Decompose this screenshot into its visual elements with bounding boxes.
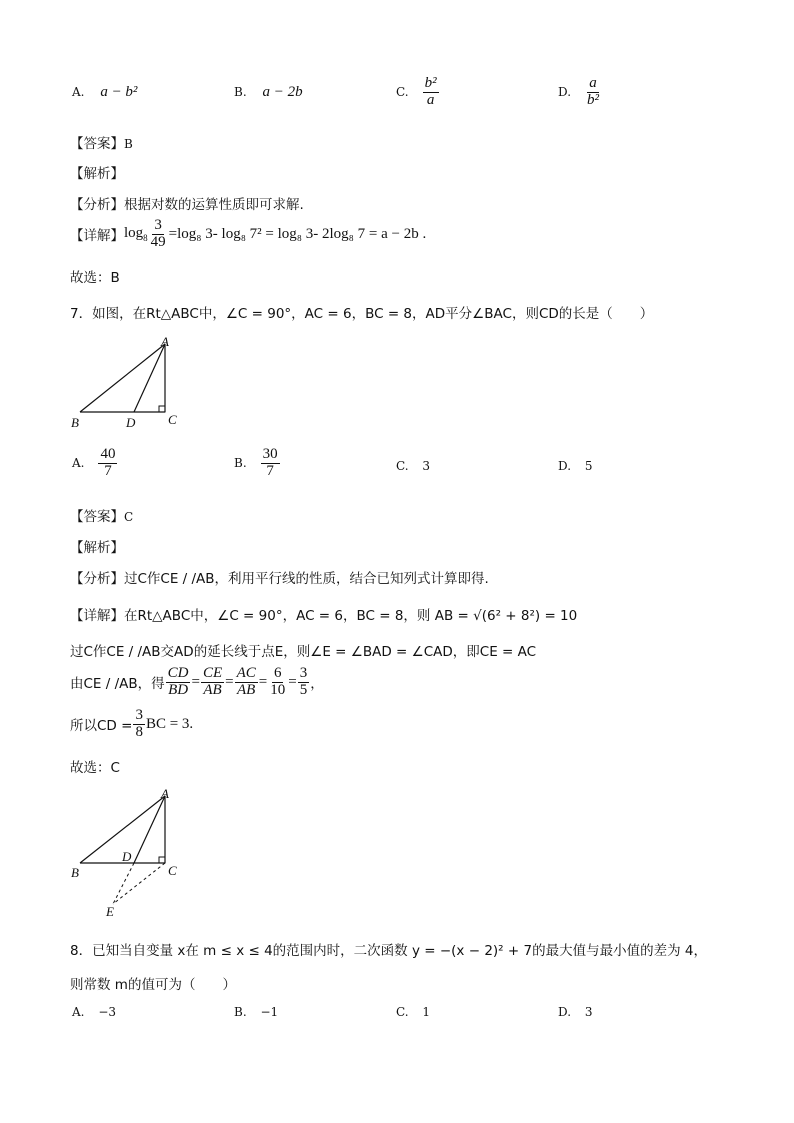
fraction-denominator: 8 [135, 723, 143, 740]
label-a: A [161, 786, 169, 801]
detail-prefix: 由CE / /AB，得 [70, 676, 165, 693]
equals-sign: = [288, 673, 297, 690]
bisector-ad [134, 344, 165, 412]
label-d: D [122, 849, 132, 864]
option-text: 1 [422, 1005, 431, 1019]
q7-triangle-figure [68, 334, 188, 434]
ratio-fraction [268, 666, 287, 699]
detail-prefix: 所以CD = [70, 718, 133, 735]
fenxi-tag: 【分析】 [70, 197, 124, 213]
q8-option-b [234, 1005, 278, 1019]
q7-detail-line4 [70, 708, 193, 741]
side-ba [80, 344, 165, 412]
detail-suffix: BC = 3. [145, 715, 194, 732]
bisector-ad [134, 796, 165, 863]
q8-option-c [396, 1005, 430, 1019]
option-label: B. [234, 1005, 247, 1019]
detail-tag: 【详解】 [70, 228, 124, 245]
q6-option-d [558, 76, 602, 109]
ratio-fraction [201, 666, 224, 699]
detail-rest: =log₈ 3- log₈ 7² = log₈ 3- 2log₈ 7 = a − 2b . [168, 225, 427, 242]
detail-log: $\log_8$ [124, 225, 148, 244]
fraction-denominator: a [426, 91, 435, 108]
q7-stem: 7．如图，在Rt△ABC中，∠C = 90°，AC = 6，BC = 8，AD平分∠BAC，则CD的长是（ ） [70, 306, 654, 322]
option-text: 3 [584, 1005, 593, 1019]
option-text: 3 [422, 459, 431, 473]
label-e: E [106, 904, 114, 919]
q7-option-a [72, 447, 118, 480]
fenxi-text: 根据对数的运算性质即可求解. [124, 197, 304, 213]
extension-de [113, 863, 134, 904]
option-text: −1 [260, 1005, 279, 1019]
label-b: B [71, 415, 79, 430]
label-d: D [126, 415, 136, 430]
q6-option-c [396, 76, 440, 109]
answer-value: C [124, 510, 134, 524]
ratio-fraction [298, 666, 310, 699]
q7-option-d [558, 459, 592, 473]
option-expr: a − b² [100, 84, 138, 100]
fraction-numerator: 3 [154, 217, 162, 233]
fraction-numerator: AC [236, 665, 256, 681]
ratio-fraction [235, 666, 258, 699]
equals-sign: = [225, 673, 234, 690]
fraction-numerator: CE [202, 665, 223, 681]
log-word: log [124, 225, 144, 242]
q7-fenxi-line [70, 567, 489, 587]
fraction-denominator: 7 [104, 462, 112, 479]
right-angle-mark [159, 857, 165, 863]
equals-sign: = [258, 673, 268, 690]
option-label: C. [396, 1005, 409, 1019]
option-fraction [261, 447, 280, 480]
q7-detail-line2: 过C作CE / /AB交AD的延长线于点E，则∠E = ∠BAD = ∠CAD，即CE = AC [70, 644, 537, 660]
fraction-numerator: a [589, 75, 597, 91]
q6-answer-line [70, 132, 133, 152]
detail-fraction [133, 708, 145, 741]
option-label: A. [72, 456, 85, 471]
fraction-denominator: b² [587, 91, 600, 108]
q8-option-d [558, 1005, 592, 1019]
q7-detail-line3 [70, 666, 324, 699]
q6-analysis-tag: 【解析】 [70, 166, 124, 182]
fraction-denominator: 5 [299, 681, 308, 698]
right-angle-mark [159, 406, 165, 412]
answer-tag: 【答案】 [70, 509, 124, 525]
option-label: A. [72, 85, 85, 99]
fraction-denominator: 49 [150, 233, 166, 250]
fraction-numerator: b² [424, 75, 437, 91]
ratio-fraction [166, 666, 191, 699]
q6-option-a [72, 84, 137, 101]
q6-choose: 故选：B [70, 270, 120, 286]
label-c: C [168, 863, 177, 878]
label-a: A [161, 334, 169, 349]
option-label: D. [558, 85, 572, 100]
option-label: C. [396, 459, 409, 473]
option-label: A. [72, 1005, 85, 1019]
fraction-denominator: AB [203, 681, 222, 698]
label-c: C [168, 412, 177, 427]
q8-stem-line1: 8．已知当自变量 x在 m ≤ x ≤ 4的范围内时，二次函数 y = −(x − 2)² + 7的最大值与最小值的差为 4， [70, 943, 707, 959]
q6-detail-line [70, 218, 426, 251]
detail-text: 在Rt△ABC中，∠C = 90°，AC = 6，BC = 8，则 AB = √(6² + 8²) = 10 [124, 608, 578, 624]
option-label: B. [234, 85, 247, 99]
label-b: B [71, 865, 79, 880]
q8-option-a [72, 1005, 116, 1019]
fraction-numerator: 30 [262, 446, 278, 462]
q6-fenxi-line [70, 193, 304, 213]
option-fraction [423, 76, 439, 109]
option-label: D. [558, 459, 572, 473]
fraction-denominator: AB [237, 681, 256, 698]
fraction-numerator: 6 [273, 665, 282, 681]
equals-sign: = [191, 673, 200, 690]
q8-stem-line2: 则常数 m的值可为（ ） [70, 977, 236, 993]
q7-choose: 故选：C [70, 760, 120, 776]
fraction-numerator: CD [167, 665, 189, 681]
option-text: −3 [98, 1005, 117, 1019]
fraction-numerator: 3 [135, 707, 143, 723]
q7-option-c [396, 459, 430, 473]
q6-option-b [234, 84, 303, 101]
fraction-denominator: 7 [266, 462, 274, 479]
option-label: B. [234, 456, 247, 471]
segment-ce [113, 863, 165, 904]
q7-answer-line [70, 505, 133, 525]
detail-suffix: ， [310, 676, 324, 693]
q7-detail-line1 [70, 604, 577, 624]
option-fraction [585, 76, 601, 109]
detail-tag: 【详解】 [70, 608, 124, 624]
fenxi-tag: 【分析】 [70, 571, 124, 587]
option-fraction [98, 447, 117, 480]
answer-tag: 【答案】 [70, 136, 124, 152]
q7-solution-figure [68, 786, 198, 921]
option-label: D. [558, 1005, 572, 1019]
q7-analysis-tag: 【解析】 [70, 540, 124, 556]
fraction-denominator: BD [168, 681, 189, 698]
option-expr: a − 2b [262, 84, 303, 100]
answer-value: B [124, 137, 133, 151]
fenxi-text: 过C作CE / /AB，利用平行线的性质，结合已知列式计算即得. [124, 571, 489, 587]
option-text: 5 [584, 459, 593, 473]
fraction-numerator: 40 [100, 446, 116, 462]
option-label: C. [396, 85, 409, 100]
q7-option-b [234, 447, 281, 480]
detail-fraction [149, 218, 168, 251]
fraction-denominator: 10 [270, 681, 286, 698]
fraction-numerator: 3 [299, 665, 308, 681]
